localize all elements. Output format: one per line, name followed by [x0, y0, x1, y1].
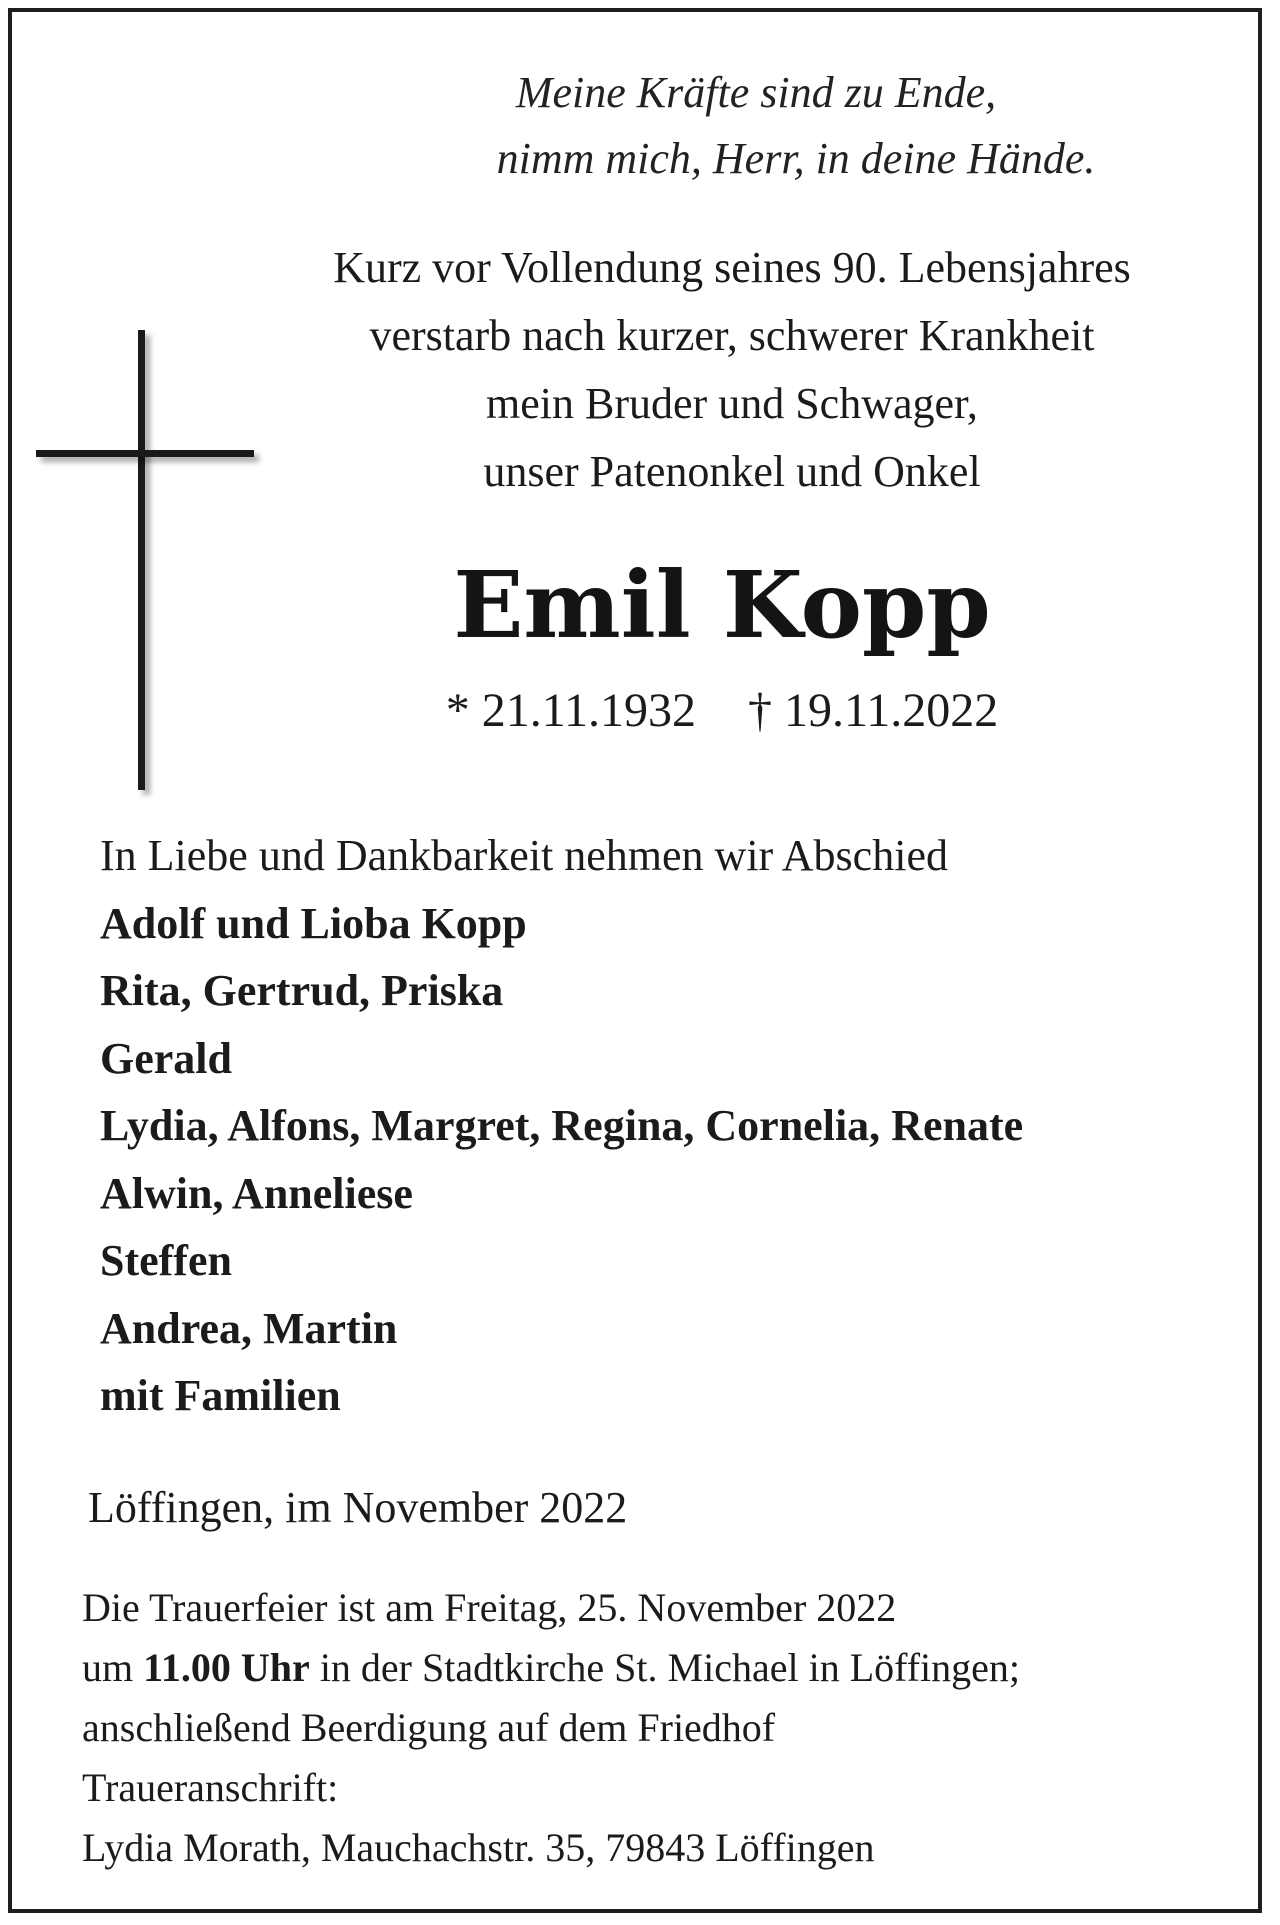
- mourners-block: [100, 822, 1230, 1430]
- intro-line-3: mein Bruder und Schwager,: [486, 379, 978, 428]
- service-time: 11.00 Uhr: [143, 1645, 310, 1690]
- cross-vertical-beam: [138, 330, 145, 790]
- mourner-line: Alwin, Anneliese: [100, 1168, 413, 1218]
- service-line-3: anschließend Beerdigung auf dem Friedhof: [82, 1705, 776, 1750]
- intro-line-2: verstarb nach kurzer, schwerer Krankheit: [369, 311, 1095, 360]
- intro-line-1: Kurz vor Vollendung seines 90. Lebensjahres: [333, 243, 1131, 292]
- death-date: † 19.11.2022: [748, 684, 999, 737]
- intro-text: [252, 234, 1212, 506]
- verse-line-1: Meine Kräfte sind zu Ende,: [515, 68, 997, 117]
- service-info: [82, 1578, 1232, 1878]
- service-prefix: um: [82, 1645, 144, 1690]
- mourner-line: Andrea, Martin: [100, 1303, 398, 1353]
- birth-date: * 21.11.1932: [445, 684, 696, 737]
- mourners-intro: In Liebe und Dankbarkeit nehmen wir Abschied: [100, 831, 948, 880]
- service-location: in der Stadtkirche St. Michael in Löffingen;: [309, 1645, 1021, 1690]
- mourner-line: Gerald: [100, 1033, 232, 1083]
- mourner-line: Rita, Gertrud, Priska: [100, 966, 504, 1015]
- service-line-1: Die Trauerfeier ist am Freitag, 25. November 2022: [82, 1585, 897, 1630]
- mourner-line: Lydia, Alfons, Margret, Regina, Cornelia, Renate: [100, 1101, 1024, 1150]
- mourning-address: Lydia Morath, Mauchachstr. 35, 79843 Löffingen: [82, 1825, 875, 1870]
- mourner-line: Steffen: [100, 1236, 232, 1285]
- place-date: Löffingen, im November 2022: [88, 1483, 628, 1532]
- cross-horizontal-beam: [36, 450, 254, 457]
- intro-line-4: unser Patenonkel und Onkel: [483, 447, 981, 496]
- cross-icon: [24, 320, 264, 800]
- mourner-line: Adolf und Lioba Kopp: [100, 898, 527, 948]
- obituary-notice: [8, 8, 1262, 1913]
- deceased-name: Emil Kopp: [453, 551, 991, 659]
- mourner-line: mit Familien: [100, 1371, 341, 1420]
- verse-line-2: nimm mich, Herr, in deine Hände.: [496, 134, 1096, 183]
- verse: [406, 60, 1186, 192]
- life-dates: [332, 676, 1112, 746]
- service-line-2: [82, 1638, 1232, 1698]
- address-label: Traueranschrift:: [82, 1765, 339, 1810]
